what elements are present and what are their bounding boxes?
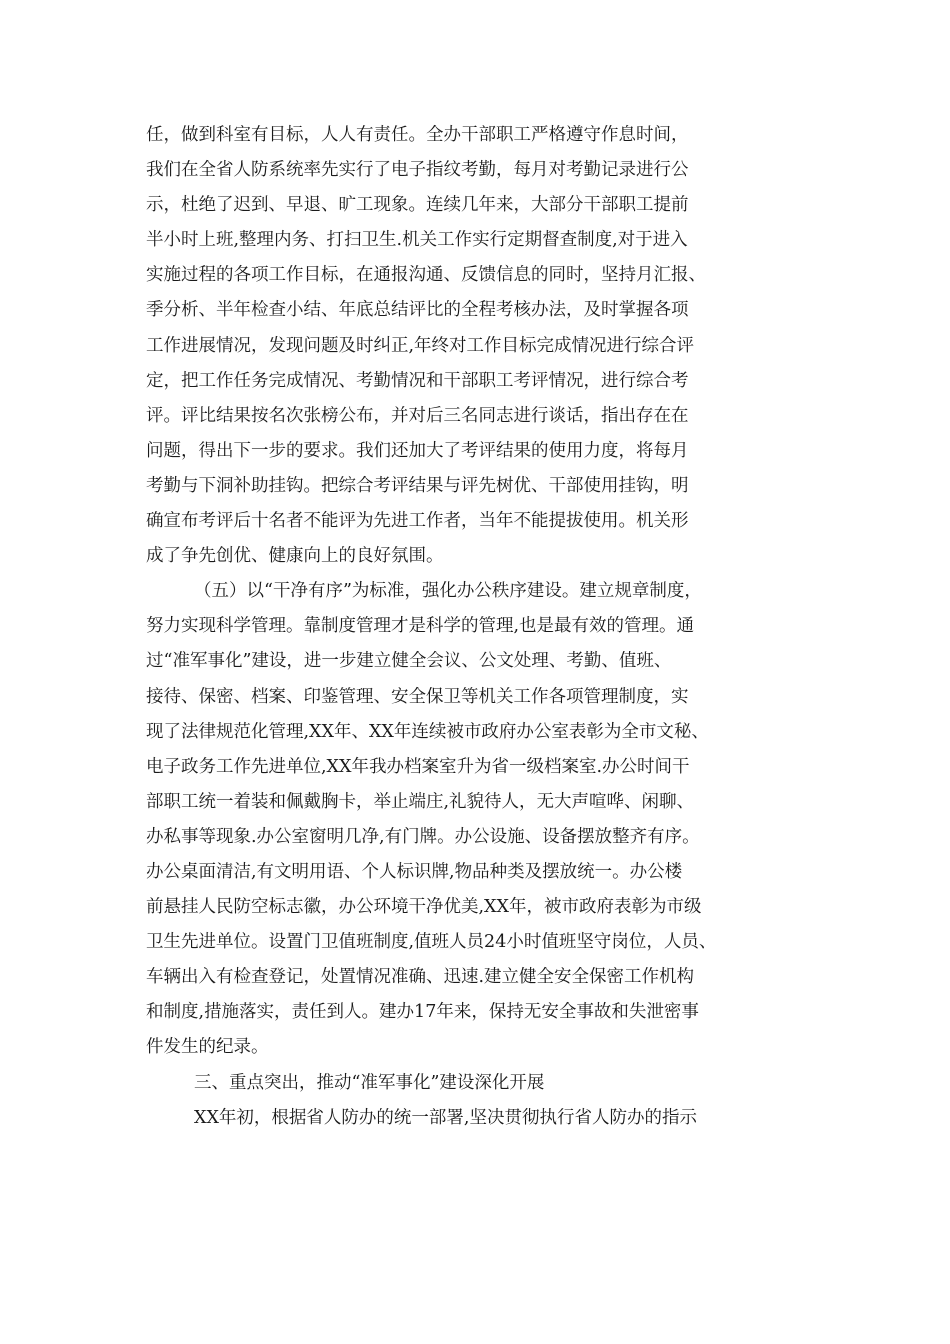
text-line: 部职工统一着装和佩戴胸卡，举止端庄,礼貌待人，无大声喧哗、闲聊、 [146, 791, 695, 812]
text-line: 季分析、半年检查小结、年底总结评比的全程考核办法，及时掌握各项 [146, 300, 689, 321]
text-line: 成了争先创优、健康向上的良好氛围。 [146, 546, 444, 567]
text-line: 任，做到科室有目标，人人有责任。全办干部职工严格遵守作息时间， [146, 125, 689, 145]
text-line: 过“准军事化”建设，进一步建立健全会议、公文处理、考勤、值班、 [146, 651, 672, 672]
body-text [146, 118, 846, 1136]
text-line: 确宣布考评后十名者不能评为先进工作者，当年不能提拔使用。机关形 [146, 511, 689, 532]
text-line: 前悬挂人民防空标志徽，办公环境干净优美,XX年，被市政府表彰为市级 [146, 897, 702, 918]
text-line: 我们在全省人防系统率先实行了电子指纹考勤，每月对考勤记录进行公 [146, 160, 689, 181]
paragraph-start: XX年初，根据省人防办的统一部署,坚决贯彻执行省人防办的指示 [194, 1107, 697, 1128]
section-five-paragraph-start: （五）以“干净有序”为标准，强化办公秩序建设。建立规章制度， [194, 581, 702, 602]
text-line: 考勤与下洞补助挂钩。把综合考评结果与评先树优、干部使用挂钩，明 [146, 475, 689, 496]
text-line: 定，把工作任务完成情况、考勤情况和干部职工考评情况，进行综合考 [146, 370, 689, 391]
section-three-heading: 三、重点突出，推动“准军事化”建设深化开展 [194, 1072, 545, 1093]
text-line: 件发生的纪录。 [146, 1037, 269, 1058]
text-line: 现了法律规范化管理,XX年、XX年连续被市政府办公室表彰为全市文秘、 [146, 721, 709, 742]
text-line: 接待、保密、档案、印鉴管理、安全保卫等机关工作各项管理制度，实 [146, 686, 689, 707]
text-line: 评。评比结果按名次张榜公布，并对后三名同志进行谈话，指出存在在 [146, 405, 689, 426]
text-line: 半小时上班,整理内务、打扫卫生.机关工作实行定期督查制度,对于进入 [146, 230, 688, 251]
text-line: 电子政务工作先进单位,XX年我办档案室升为省一级档案室.办公时间干 [146, 756, 690, 777]
text-line: 问题，得出下一步的要求。我们还加大了考评结果的使用力度，将每月 [146, 440, 689, 461]
text-line: 办私事等现象.办公室窗明几净,有门牌。办公设施、设备摆放整齐有序。 [146, 826, 700, 847]
text-line: 努力实现科学管理。靠制度管理才是科学的管理,也是最有效的管理。通 [146, 616, 695, 637]
text-line: 车辆出入有检查登记，处置情况准确、迅速.建立健全安全保密工作机构 [146, 967, 695, 988]
text-line: 实施过程的各项工作目标，在通报沟通、反馈信息的同时，坚持月汇报、 [146, 265, 706, 286]
text-line: 办公桌面清洁,有文明用语、个人标识牌,物品种类及摆放统一。办公楼 [146, 861, 683, 882]
text-line: 和制度,措施落实，责任到人。建办17年来，保持无安全事故和失泄密事 [146, 1002, 699, 1023]
text-line: 卫生先进单位。设置门卫值班制度,值班人员24小时值班坚守岗位，人员、 [146, 932, 717, 953]
text-line: 示，杜绝了迟到、早退、旷工现象。连续几年来，大部分干部职工提前 [146, 195, 689, 216]
text-line: 工作进展情况，发现问题及时纠正,年终对工作目标完成情况进行综合评 [146, 335, 695, 356]
